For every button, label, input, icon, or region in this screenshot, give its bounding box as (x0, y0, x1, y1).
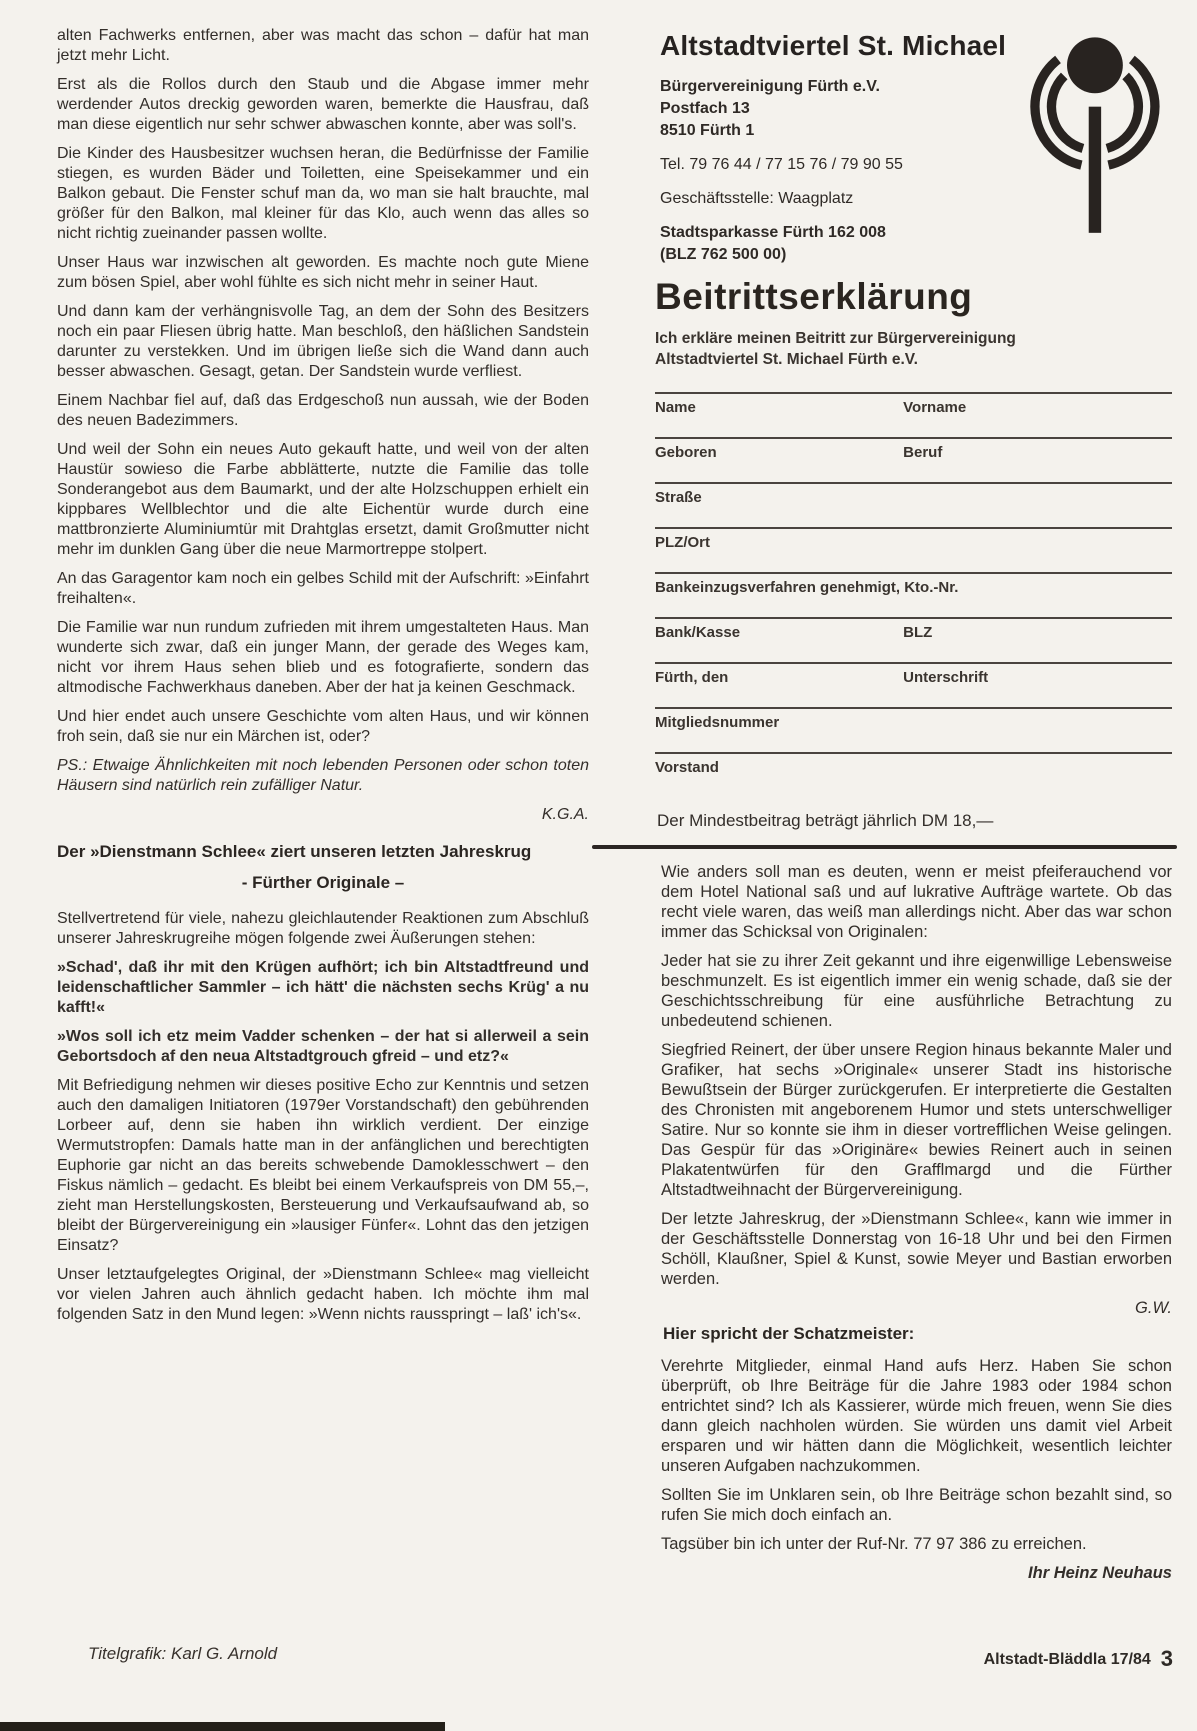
title-graphic-credit: Titelgrafik: Karl G. Arnold (88, 1644, 278, 1663)
form-row-strasse (655, 482, 1172, 527)
membership-intro: Ich erkläre meinen Beitritt zur Bürgervereinigung (655, 330, 1016, 347)
ps-note: PS.: Etwaige Ähnlichkeiten mit noch lebenden Personen oder schon toten Häusern sind natürlich rein zufälliger Natur. (57, 757, 589, 794)
address-line: 8510 Fürth 1 (660, 122, 755, 139)
field-label: Geboren (655, 444, 717, 461)
paragraph: Und hier endet auch unsere Geschichte vom alten Haus, und wir können froh sein, daß sie nur ein Märchen ist, oder? (57, 708, 589, 745)
paragraph: Der letzte Jahreskrug, der »Dienstmann Schlee«, kann wie immer in der Geschäftsstelle Donnerstag von 16-18 Uhr und bei den Firmen Schöll, Klaußner, Spiel & Kunst, sowie Meyer und Bastian erworben werden. (661, 1210, 1172, 1288)
section-divider (592, 845, 1177, 849)
page-number: 3 (1160, 1646, 1173, 1671)
author-initials: K.G.A. (541, 806, 589, 823)
field-label: Straße (655, 489, 702, 506)
paragraph: An das Garagentor kam noch ein gelbes Schild mit der Aufschrift: »Einfahrt freihalten«. (57, 570, 589, 607)
form-row-bankeinzug (655, 572, 1172, 617)
paragraph: Mit Befriedigung nehmen wir dieses positive Echo zur Kenntnis und setzen auch den damaligen Initiatoren (1979er Vorstandschaft) den gebührenden Lorbeer auf, denn sie haben ihn wirklich verdient. Der einzige Wermutstropfen: Damals hatte man in der anfänglichen und berechtigten Euphorie gar nicht an das bereits schwebende Damoklesschwert – den Fiskus nämlich – gedacht. Es bleibt bei einem Verkaufspreis von DM 55,–, zieht man Herstellungskosten, Bersteuerung und Verkaufsaufwand ab, so bleibt der Bürgervereinigung ein »lausiger Fünfer«. Lohnt das den jetzigen Einsatz? (57, 1077, 589, 1254)
article-heading: Der »Dienstmann Schlee« ziert unseren letzten Jahreskrug (57, 842, 532, 861)
membership-form-section (655, 276, 1172, 831)
field-label: Bankeinzugsverfahren genehmigt, Kto.-Nr. (655, 579, 959, 596)
paragraph: Einem Nachbar fiel auf, daß das Erdgeschoß nun aussah, wie der Boden des neuen Badezimmers. (57, 392, 589, 429)
organization-name: Bürgervereinigung Fürth e.V. (660, 78, 880, 95)
form-row-vorstand (655, 752, 1172, 797)
form-row-mitgliedsnummer (655, 707, 1172, 752)
field-label: Mitgliedsnummer (655, 714, 780, 731)
bank-code-line: (BLZ 762 500 00) (660, 246, 787, 263)
fee-note: Der Mindestbeitrag beträgt jährlich DM 18,— (657, 811, 994, 830)
buergervereinigung-logo-icon (1022, 26, 1172, 238)
form-row-datum-unterschrift (655, 662, 1172, 707)
field-label: Name (655, 399, 696, 416)
page-footer (984, 1646, 1173, 1672)
field-label: Bank/Kasse (655, 624, 741, 641)
form-row-geboren (655, 437, 1172, 482)
form-row-plz-ort (655, 527, 1172, 572)
organization-title: Altstadtviertel St. Michael (660, 30, 1007, 61)
author-initials: G.W. (1135, 1299, 1172, 1317)
field-label: Fürth, den (655, 669, 729, 686)
paragraph: Die Familie war nun rundum zufrieden mit ihrem umgestalteten Haus. Man wunderte sich zwar, daß ein junger Mann, der gerade des Weges kam, nicht vor ihrem Haus sehen blieb und es fotografierte, sondern das altmodische Fachwerkhaus daneben. Aber der hat ja keinen Geschmack. (57, 619, 589, 696)
field-label: Vorstand (655, 759, 719, 776)
paragraph: Verehrte Mitglieder, einmal Hand aufs Herz. Haben Sie schon überprüft, ob Ihre Beiträge für die Jahre 1983 oder 1984 schon entrichtet sind? Ich als Kassierer, würde mich freuen, wenn Sie dies dann gleich nachholen würden. Sie würden uns damit viel Arbeit ersparen und wir hätten dann die Möglichkeit, wesentlich leichter unseren Aufgaben nachzukommen. (661, 1357, 1172, 1475)
field-label: PLZ/Ort (655, 534, 710, 551)
left-column (57, 26, 589, 1334)
paragraph: alten Fachwerks entfernen, aber was macht das schon – dafür hat man jetzt mehr Licht. (57, 27, 589, 64)
paragraph: Sollten Sie im Unklaren sein, ob Ihre Beiträge schon bezahlt sind, so rufen Sie mich doch einfach an. (661, 1486, 1172, 1524)
paragraph: Unser letztaufgelegtes Original, der »Dienstmann Schlee« mag vielleicht vor vielen Jahren auch ähnlich gedacht haben. Ich möchte ihm mal folgenden Satz in den Mund legen: »Wenn nichts rausspringt – laß' ich's«. (57, 1266, 589, 1323)
article-subheading: - Fürther Originale – (241, 873, 405, 892)
field-label: BLZ (903, 624, 933, 641)
paragraph: Siegfried Reinert, der über unsere Region hinaus bekannte Maler und Grafiker, hat sechs »Originale« unserer Stadt ins historische Bewußtsein der Bürger zurückgerufen. Er interpretierte die Gestalten des Chronisten mit angeborenem Humor und stets unterschwelliger Satire. Nur so konnte sie ihm in dieser vortrefflichen Weise gelingen. Das Gespür für das »Originäre« bewies Reinert auch in seinen Plakatentwürfen für den Grafflmargd und die Fürther Altstadtweihnacht der Bürgervereinigung. (661, 1041, 1172, 1199)
field-label: Beruf (903, 444, 943, 461)
phone-line: Tel. 79 76 44 / 77 15 76 / 79 90 55 (660, 156, 903, 173)
form-row-name (655, 392, 1172, 437)
membership-form-title: Beitrittserklärung (655, 276, 973, 317)
office-line: Geschäftsstelle: Waagplatz (660, 190, 854, 207)
bank-account-line: Stadtsparkasse Fürth 162 008 (660, 224, 886, 241)
treasurer-signature: Ihr Heinz Neuhaus (1028, 1564, 1172, 1582)
paragraph: Und dann kam der verhängnisvolle Tag, an dem der Sohn des Besitzers noch ein paar Fliesen übrig hatte. Man beschloß, den häßlichen Sandstein darunter zu verstekken. Und im übrigen ließe sich die Wand dann auch besser abwaschen. Gesagt, getan. Der Sandstein wurde verfliest. (57, 303, 589, 380)
paragraph: Die Kinder des Hausbesitzer wuchsen heran, die Bedürfnisse der Familie stiegen, es wurden Bäder und Toiletten, eine Speisekammer und ein Balkon gebaut. Die Fenster schuf man da, wo man sie halt brauchte, mal größer für den Balkon, mal kleiner für das Klo, auch wenn das alles so nicht richtig zueinander passen wollte. (57, 145, 589, 242)
membership-form (655, 392, 1172, 797)
address-line: Postfach 13 (660, 100, 750, 117)
organization-header (660, 30, 1030, 266)
paragraph: Erst als die Rollos durch den Staub und die Abgase immer mehr werdender Autos dreckig geworden waren, bemerkte die Hausfrau, daß man diese eigentlich nur sehr schwer abwaschen konnte, aber was soll's. (57, 76, 589, 133)
scan-artifact-strip (0, 1722, 445, 1731)
quote-paragraph: »Wos soll ich etz meim Vadder schenken – der hat si allerweil a sein Gebortsdoch af den neua Altstadtgrouch gfreid – und etz?« (57, 1028, 589, 1065)
paragraph: Unser Haus war inzwischen alt geworden. Es machte noch gute Miene zum bösen Spiel, aber wohl fühlte es sich nicht mehr in seiner Haut. (57, 254, 589, 291)
issue-label: Altstadt-Bläddla 17/84 (983, 1651, 1151, 1668)
field-label: Vorname (903, 399, 967, 416)
paragraph: Wie anders soll man es deuten, wenn er meist pfeiferauchend vor dem Hotel National saß und auf lukrative Aufträge wartete. Ob das recht viele waren, das weiß man allerdings nicht. Aber das war schon immer das Schicksal von Originalen: (661, 863, 1172, 941)
paragraph: Und weil der Sohn ein neues Auto gekauft hatte, und weil von der alten Haustür sowieso die Farbe abblätterte, nutzte die Familie das tolle Sonderangebot aus dem Baumarkt, und der alte Holzschuppen erhielt ein kippbares Wellblechtor und die alte Eichentür wurde durch eine mattbronzierte Aluminiumtür mit Drahtglas ersetzt, damit Großmutter nicht mehr im dunklen Gang über die neue Marmortreppe stolpert. (57, 441, 589, 558)
form-row-bank-kasse (655, 617, 1172, 662)
right-article (661, 862, 1172, 1583)
field-label: Unterschrift (903, 669, 989, 686)
paragraph: Jeder hat sie zu ihrer Zeit gekannt und ihre eigenwillige Lebensweise beschmunzelt. Es ist eigentlich immer ein wenig schade, daß sie der Geschichtsschreibung für eine ausführliche Betrachtung zu unbedeutend schienen. (661, 952, 1172, 1030)
quote-paragraph: »Schad', daß ihr mit den Krügen aufhört; ich bin Altstadtfreund und leidenschaftlicher Sammler – ich hätt' die nächsten sechs Krüg' a nu kafft!« (57, 959, 589, 1016)
membership-intro: Altstadtviertel St. Michael Fürth e.V. (655, 351, 918, 368)
paragraph: Stellvertretend für viele, nahezu gleichlautender Reaktionen zum Abschluß unserer Jahreskrugreihe mögen folgende zwei Äußerungen stehen: (57, 910, 589, 947)
treasurer-heading: Hier spricht der Schatzmeister: (663, 1324, 915, 1343)
paragraph: Tagsüber bin ich unter der Ruf-Nr. 77 97 386 zu erreichen. (661, 1535, 1087, 1553)
